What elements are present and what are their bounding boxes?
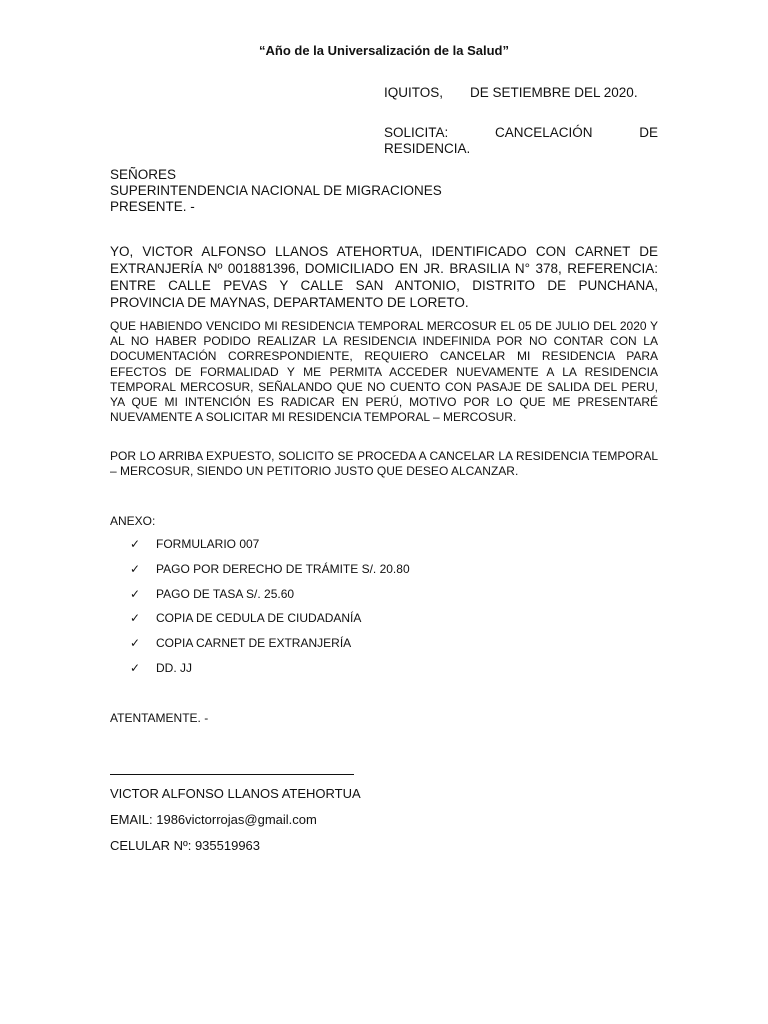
request-paragraph: QUE HABIENDO VENCIDO MI RESIDENCIA TEMPORAL MERCOSUR EL 05 DE JULIO DEL 2020 Y AL NO HABER PODIDO REALIZAR LA RESIDENCIA INDEFINIDA POR NO CONTAR CON LA DOCUMENTACIÓN CORRESPONDIENTE, REQUIERO CANCELAR MI RESIDENCIA PARA EFECTOS DE FORMALIDAD Y ME PERMITA ACCEDER NUEVAMENTE A LA RESIDENCIA TEMPORAL MERCOSUR, SEÑALANDO QUE NO CUENTO CON PASAJE DE SALIDA DEL PERU, YA QUE MI INTENCIÓN ES RADICAR EN PERÚ, MOTIVO POR LO QUE ME PRESENTARÉ NUEVAMENTE A SOLICITAR MI RESIDENCIA TEMPORAL – MERCOSUR. [110, 319, 658, 425]
annex-item-label: COPIA DE CEDULA DE CIUDADANÍA [156, 611, 362, 626]
closing-salutation: ATENTAMENTE. - [110, 711, 209, 725]
annex-title: ANEXO: [110, 514, 156, 528]
annex-item-label: PAGO POR DERECHO DE TRÁMITE S/. 20.80 [156, 561, 410, 576]
subject-second-line: RESIDENCIA. [384, 141, 471, 156]
addressee-line-1: SEÑORES [110, 167, 177, 182]
subject-word-1: CANCELACIÓN [494, 125, 593, 140]
annex-item [130, 636, 410, 661]
checkmark-icon: ✓ [130, 561, 141, 576]
signer-phone: CELULAR Nº: 935519963 [110, 838, 261, 853]
subject-first-line [384, 125, 658, 141]
annex-item-label: FORMULARIO 007 [156, 537, 260, 551]
checkmark-icon: ✓ [130, 537, 141, 551]
annex-item [130, 537, 410, 562]
signer-name: VICTOR ALFONSO LLANOS ATEHORTUA [110, 786, 361, 801]
date-text: DE SETIEMBRE DEL 2020. [470, 85, 638, 100]
date-city: IQUITOS, [384, 85, 444, 100]
annex-item-label: COPIA CARNET DE EXTRANJERÍA [156, 636, 352, 651]
checkmark-icon: ✓ [130, 636, 141, 651]
annex-item [130, 587, 410, 612]
signer-email: EMAIL: 1986victorrojas@gmail.com [110, 812, 317, 827]
annex-item [130, 611, 410, 636]
annex-item [130, 661, 410, 686]
conclusion-paragraph: POR LO ARRIBA EXPUESTO, SOLICITO SE PROCEDA A CANCELAR LA RESIDENCIA TEMPORAL – MERCOSUR, SIENDO UN PETITORIO JUSTO QUE DESEO ALCANZAR. [110, 449, 658, 479]
checkmark-icon: ✓ [130, 586, 141, 601]
addressee-block [110, 167, 660, 215]
subject-block [384, 125, 658, 157]
annex-list [130, 537, 410, 686]
signature-line [110, 774, 354, 775]
addressee-line-2: SUPERINTENDENCIA NACIONAL DE MIGRACIONES [110, 183, 442, 198]
annex-item-label: PAGO DE TASA S/. 25.60 [156, 586, 295, 601]
checkmark-icon: ✓ [130, 611, 141, 626]
subject-word-2: DE [639, 125, 658, 140]
checkmark-icon: ✓ [130, 660, 141, 675]
annex-item-label: DD. JJ [156, 660, 192, 675]
date-line [384, 85, 658, 100]
year-motto: “Año de la Universalización de la Salud” [259, 43, 509, 58]
addressee-line-3: PRESENTE. - [110, 199, 195, 214]
annex-item [130, 562, 410, 587]
identification-paragraph: YO, VICTOR ALFONSO LLANOS ATEHORTUA, IDENTIFICADO CON CARNET DE EXTRANJERÍA Nº 001881396, DOMICILIADO EN JR. BRASILIA N° 378, REFERENCIA: ENTRE CALLE PEVAS Y CALLE SAN ANTONIO, DISTRITO DE PUNCHANA, PROVINCIA DE MAYNAS, DEPARTAMENTO DE LORETO. [110, 244, 658, 310]
subject-label: SOLICITA: [384, 125, 449, 140]
